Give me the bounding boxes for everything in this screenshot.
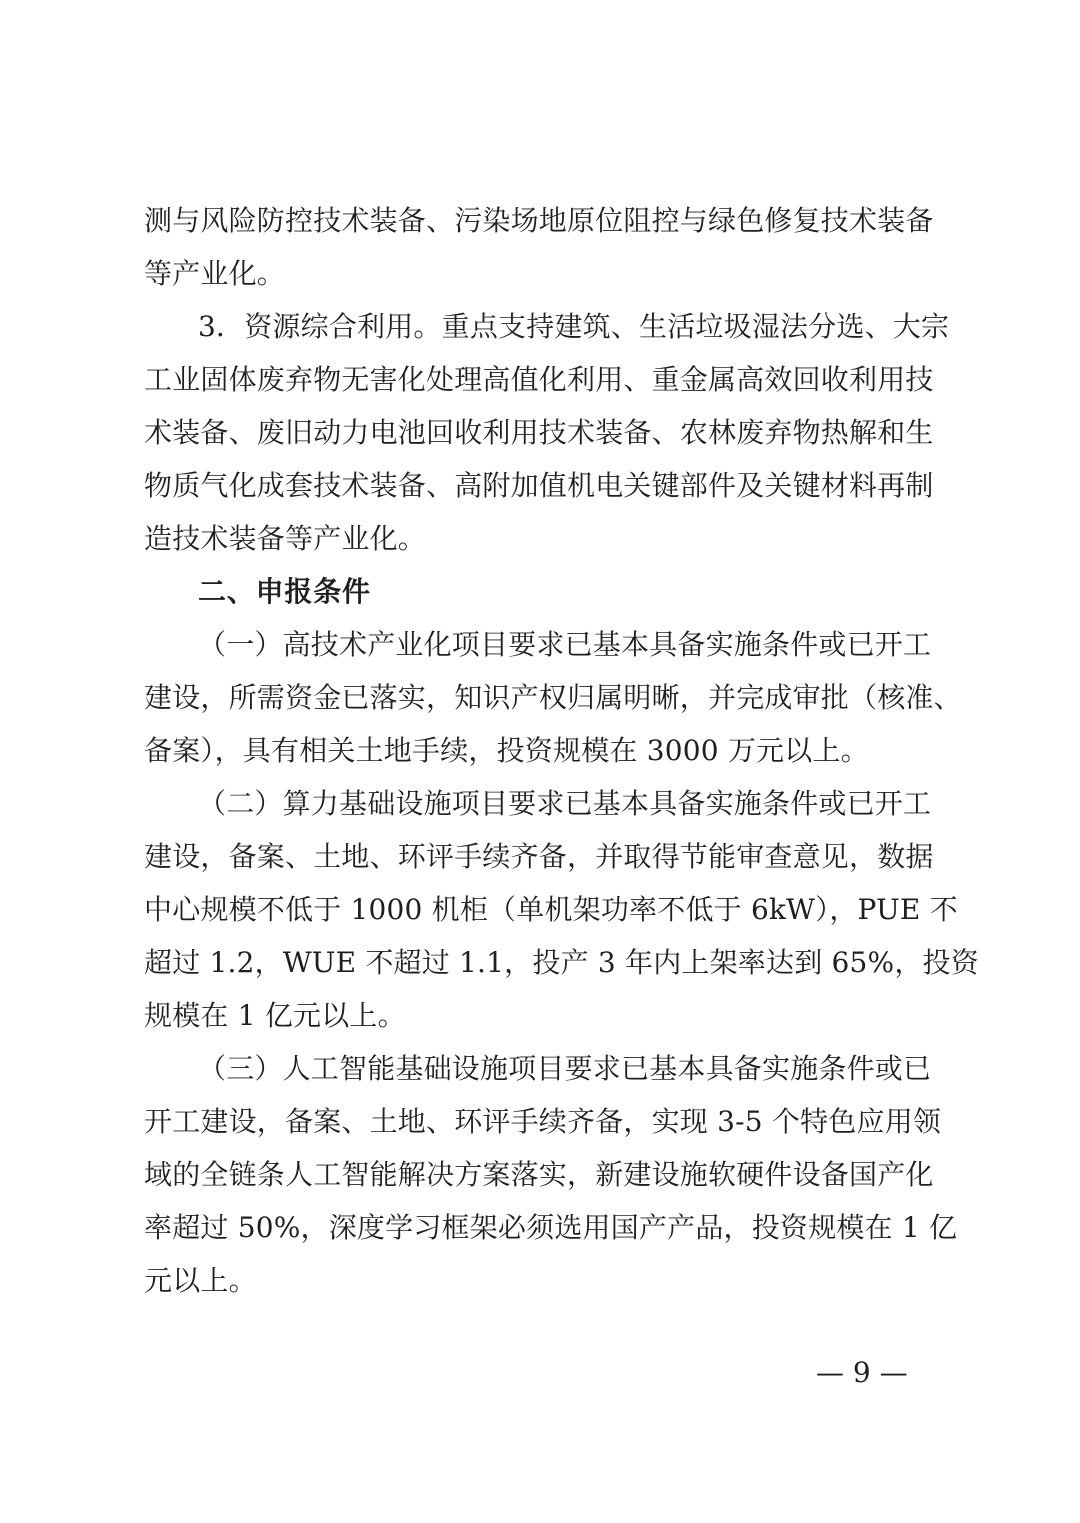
body-text-line: 测与风险防控技术装备、污染场地原位阻控与绿色修复技术装备 xyxy=(144,204,934,237)
body-text-line: 中心规模不低于 1000 机柜（单机架功率不低于 6kW），PUE 不 xyxy=(144,893,958,926)
body-text-line: 规模在 1 亿元以上。 xyxy=(144,999,406,1032)
body-text-line: 元以上。 xyxy=(144,1264,257,1297)
body-text-line: 率超过 50%，深度学习框架必须选用国产产品，投资规模在 1 亿 xyxy=(144,1211,958,1244)
body-text-line: 术装备、废旧动力电池回收利用技术装备、农林废弃物热解和生 xyxy=(144,416,934,449)
body-text-line: 等产业化。 xyxy=(144,257,286,290)
body-text-line: 造技术装备等产业化。 xyxy=(144,522,427,555)
page-number: — 9 — xyxy=(816,1356,908,1389)
body-text-line: 域的全链条人工智能解决方案落实，新建设施软硬件设备国产化 xyxy=(144,1158,934,1191)
paragraph-start-line: （一）高技术产业化项目要求已基本具备实施条件或已开工 xyxy=(198,628,932,661)
body-text-line: 备案），具有相关土地手续，投资规模在 3000 万元以上。 xyxy=(144,734,869,767)
body-text-line: 开工建设，备案、土地、环评手续齐备，实现 3-5 个特色应用领 xyxy=(144,1105,942,1138)
body-text-line: 超过 1.2，WUE 不超过 1.1，投产 3 年内上架率达到 65%，投资 xyxy=(144,946,979,979)
paragraph-start-line: 3．资源综合利用。重点支持建筑、生活垃圾湿法分选、大宗 xyxy=(198,310,950,343)
body-text-line: 物质气化成套技术装备、高附加值机电关键部件及关键材料再制 xyxy=(144,469,934,502)
body-text-line: 建设，所需资金已落实，知识产权归属明晰，并完成审批（核准、 xyxy=(144,681,962,714)
body-text-line: 工业固体废弃物无害化处理高值化利用、重金属高效回收利用技 xyxy=(144,363,934,396)
section-heading: 二、申报条件 xyxy=(198,575,371,608)
body-text-line: 建设，备案、土地、环评手续齐备，并取得节能审查意见，数据 xyxy=(144,840,934,873)
paragraph-start-line: （三）人工智能基础设施项目要求已基本具备实施条件或已 xyxy=(198,1052,932,1085)
paragraph-start-line: （二）算力基础设施项目要求已基本具备实施条件或已开工 xyxy=(198,787,932,820)
